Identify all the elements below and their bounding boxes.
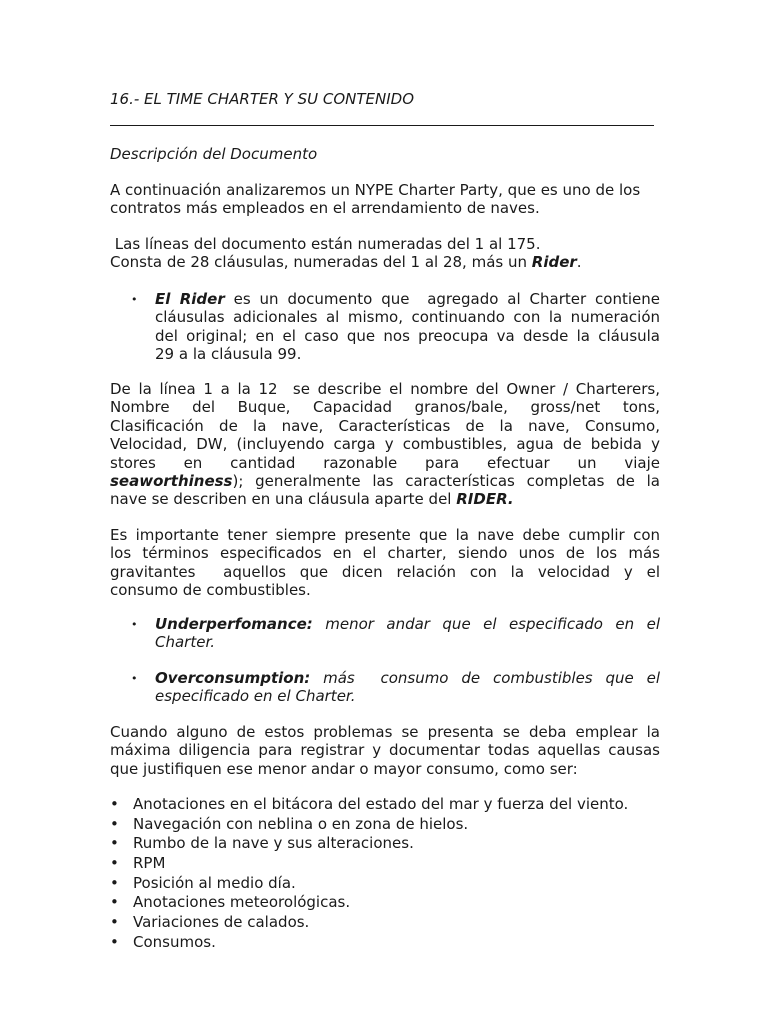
description-line: De la línea 1 a la 12 se describe el nombre del Owner / Charterers, [110, 380, 660, 398]
bullet-icon: • [110, 913, 119, 932]
diligence-line: máxima diligencia para registrar y documentar todas aquellas causas [110, 741, 660, 760]
punctuation: . [576, 253, 582, 272]
list-item-text: Consumos. [133, 932, 216, 951]
description-line: Nombre del Buque, Capacidad granos/bale, gross/net tons, [110, 398, 660, 417]
intro-paragraph [110, 181, 660, 218]
list-item [110, 874, 670, 894]
document-subtitle: Descripción del Documento [110, 145, 318, 163]
overconsumption-line: más consumo de combustibles que el [310, 669, 660, 687]
intro-line: contratos más empleados en el arrendamiento de naves. [110, 199, 540, 218]
underperformance-term: Underperfomance: [155, 615, 313, 633]
bullet-icon: • [110, 814, 119, 833]
overconsumption-term: Overconsumption: [155, 669, 311, 687]
importance-paragraph [110, 526, 660, 600]
list-item [110, 815, 670, 835]
rider-item-line: cláusulas adicionales al mismo, continuando con la numeración [155, 308, 660, 327]
description-line: stores en cantidad razonable para efectuar un viaje [110, 453, 660, 472]
rider-term-caps: RIDER. [456, 490, 514, 509]
bullet-icon: • [131, 293, 138, 306]
bullet-icon: • [110, 834, 119, 853]
underperformance-line: Charter. [155, 633, 216, 652]
list-item [110, 913, 670, 933]
diligence-paragraph [110, 723, 660, 778]
list-item-text: Anotaciones en el bitácora del estado del mar y fuerza del viento. [133, 795, 629, 813]
lines-paragraph [110, 235, 660, 272]
diligence-line: Cuando alguno de estos problemas se presenta se deba emplear la [110, 723, 660, 741]
bullet-icon: • [110, 932, 119, 951]
list-item-text: Posición al medio día. [133, 873, 296, 892]
importance-line: consumo de combustibles. [110, 581, 311, 600]
importance-line: los términos especificados en el charter, siendo unos de los más [110, 544, 660, 563]
bullet-icon: • [110, 854, 119, 873]
underperformance-item [155, 615, 660, 652]
list-item-text: Variaciones de calados. [133, 913, 310, 932]
causes-list [110, 795, 670, 953]
list-item [110, 893, 670, 913]
section-title: 16.- EL TIME CHARTER Y SU CONTENIDO [110, 90, 415, 108]
title-underline [110, 125, 654, 126]
rider-item [155, 290, 660, 364]
bullet-icon: • [131, 672, 138, 685]
overconsumption-line: especificado en el Charter. [155, 687, 356, 706]
list-item [110, 854, 670, 874]
bullet-icon: • [131, 618, 138, 631]
seaworthiness-term: seaworthiness [110, 472, 233, 491]
lines-line: Las líneas del documento están numeradas del 1 al 175. [110, 235, 541, 253]
list-item-text: RPM [133, 854, 166, 873]
lines-line: Consta de 28 cláusulas, numeradas del 1 al 28, más un [110, 253, 532, 272]
list-item [110, 795, 670, 815]
description-paragraph [110, 380, 660, 509]
list-item [110, 933, 670, 953]
rider-item-line: 29 a la cláusula 99. [155, 345, 302, 364]
list-item-text: Rumbo de la nave y sus alteraciones. [133, 834, 414, 853]
description-line: Clasificación de la nave, Características de la nave, Consumo, [110, 416, 660, 435]
rider-item-line: del original; en el caso que nos preocupa va desde la cláusula [155, 326, 660, 345]
description-line: nave se describen en una cláusula aparte del [110, 490, 457, 509]
description-line: Velocidad, DW, (incluyendo carga y combustibles, agua de bebida y [110, 435, 660, 454]
importance-line: Es importante tener siempre presente que la nave debe cumplir con [110, 526, 660, 544]
list-item [110, 834, 670, 854]
bullet-icon: • [110, 795, 119, 813]
overconsumption-item [155, 669, 660, 706]
importance-line: gravitantes aquellos que dicen relación con la velocidad y el [110, 562, 660, 581]
diligence-line: que justifiquen ese menor andar o mayor consumo, como ser: [110, 759, 578, 778]
underperformance-line: menor andar que el especificado en el [312, 615, 660, 633]
intro-line: A continuación analizaremos un NYPE Charter Party, que es uno de los [110, 181, 641, 199]
rider-item-term: El Rider [155, 290, 225, 308]
bullet-icon: • [110, 873, 119, 892]
description-line: ); generalmente las características completas de la [232, 472, 660, 491]
rider-item-line: es un documento que agregado al Charter contiene [224, 290, 660, 308]
rider-term: Rider [531, 253, 577, 272]
list-item-text: Anotaciones meteorológicas. [133, 893, 351, 912]
bullet-icon: • [110, 893, 119, 912]
list-item-text: Navegación con neblina o en zona de hielos. [133, 814, 469, 833]
